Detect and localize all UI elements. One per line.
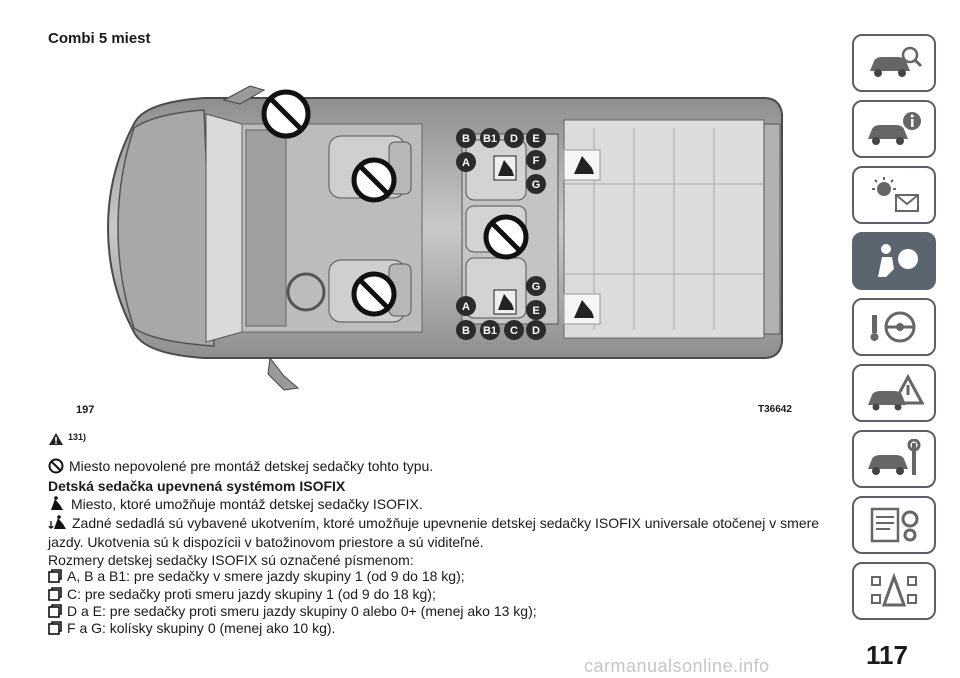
windshield	[206, 114, 242, 342]
tab-steering-key[interactable]	[852, 298, 936, 356]
hood	[118, 110, 214, 346]
seat-size-icon	[48, 604, 62, 618]
alphabetical-index-icon	[864, 571, 924, 611]
no-child-seat-sign-driver	[354, 274, 394, 314]
size-label-front-b	[456, 128, 476, 148]
warning-reference-number: 131)	[68, 432, 87, 442]
sizes-intro: Rozmery detskej sedačky ISOFIX sú označené písmenom:	[48, 552, 414, 568]
tab-car-warning[interactable]	[852, 364, 936, 422]
tab-car-search[interactable]	[852, 34, 936, 92]
car-info-icon	[864, 109, 924, 149]
prohibited-line	[48, 458, 433, 474]
size-label-rear-c	[504, 320, 524, 340]
list-item	[48, 568, 465, 584]
vehicle-seat-diagram	[74, 84, 814, 422]
svg-text:D: D	[532, 325, 540, 337]
svg-text:F: F	[532, 155, 540, 167]
size-label-front-e	[526, 128, 546, 148]
size-label-rear-b1	[480, 320, 500, 340]
svg-text:E: E	[532, 305, 540, 317]
car-search-icon	[864, 43, 924, 83]
dashboard	[246, 130, 286, 326]
size-label-rear-g	[526, 276, 546, 296]
anchor-seat-icon-top	[564, 150, 600, 180]
list-item-text: D a E: pre sedačky proti smeru jazdy skupiny 0 alebo 0+ (menej ako 13 kg);	[67, 603, 537, 619]
svg-text:A: A	[462, 301, 470, 313]
page-heading: Combi 5 miest	[48, 30, 151, 47]
isofix-allowed-line	[48, 496, 423, 512]
anchor-seat-icon-bottom	[564, 294, 600, 324]
page-number: 117	[866, 640, 908, 670]
seat-size-icon	[48, 569, 62, 583]
svg-text:C: C	[510, 325, 518, 337]
size-label-rear-b	[456, 320, 476, 340]
car-maintenance-icon	[864, 439, 924, 479]
svg-text:B: B	[462, 325, 470, 337]
warning-triangle-icon	[48, 432, 64, 446]
no-child-seat-sign-airbag	[264, 92, 308, 136]
figure-number: 197	[76, 404, 95, 416]
tab-technical-data[interactable]	[852, 496, 936, 554]
tab-alphabetical-index[interactable]	[852, 562, 936, 620]
rear-seats-paragraph	[48, 514, 828, 552]
isofix-subheading: Detská sedačka upevnená systémom ISOFIX	[48, 478, 346, 494]
list-item	[48, 603, 537, 619]
no-child-seat-sign-passenger	[354, 160, 394, 200]
technical-data-icon	[864, 505, 924, 545]
svg-text:B: B	[462, 133, 470, 145]
svg-text:B1: B1	[482, 133, 498, 145]
isofix-seat-icon-bottom	[494, 290, 516, 314]
steering-key-icon	[864, 307, 924, 347]
tab-dashboard-lights[interactable]	[852, 166, 936, 224]
list-item-text: F a G: kolísky skupiny 0 (menej ako 10 kg).	[67, 620, 336, 636]
size-label-front-d	[504, 128, 524, 148]
svg-text:G: G	[531, 281, 541, 293]
svg-text:G: G	[531, 179, 541, 191]
list-item	[48, 586, 436, 602]
list-item-text: C: pre sedačky proti smeru jazdy skupiny 1 (od 9 do 18 kg);	[67, 586, 436, 602]
svg-text:D: D	[510, 133, 518, 145]
size-label-rear-d	[526, 320, 546, 340]
rear-seats-text: Zadné sedadlá sú vybavené ukotvením, ktoré umožňuje upevnenie detskej sedačky ISOFIX universale otočenej v smere jazdy. Ukotvenia sú k dispozícii v batožinovom priestore a sú viditeľné.	[48, 515, 820, 550]
isofix-seat-icon-top	[494, 156, 516, 180]
tab-airbag-safety[interactable]	[852, 232, 936, 290]
svg-text:E: E	[532, 133, 540, 145]
warning-reference	[48, 432, 86, 446]
size-label-front-a	[456, 152, 476, 172]
seat-size-icon	[48, 621, 62, 635]
size-label-front-f	[526, 150, 546, 170]
rear-doors	[764, 124, 780, 334]
size-label-rear-a	[456, 296, 476, 316]
size-label-front-g	[526, 174, 546, 194]
seat-size-icon	[48, 587, 62, 601]
isofix-seat-icon	[48, 496, 66, 512]
isofix-allowed-text: Miesto, ktoré umožňuje montáž detskej sedačky ISOFIX.	[71, 496, 423, 512]
size-label-front-b1	[480, 128, 500, 148]
size-label-rear-e	[526, 300, 546, 320]
list-item-text: A, B a B1: pre sedačky v smere jazdy skupiny 1 (od 9 do 18 kg);	[67, 568, 465, 584]
airbag-safety-icon	[864, 241, 924, 281]
isofix-anchor-seat-icon	[48, 515, 68, 531]
car-warning-icon	[864, 373, 924, 413]
tab-car-maintenance[interactable]	[852, 430, 936, 488]
svg-text:B1: B1	[482, 325, 498, 337]
figure-code: T36642	[758, 404, 792, 415]
no-child-seat-sign-rear-center	[486, 217, 526, 257]
prohibited-text: Miesto nepovolené pre montáž detskej sedačky tohto typu.	[69, 458, 434, 474]
watermark: carmanualsonline.info	[584, 656, 770, 676]
dashboard-lights-icon	[864, 175, 924, 215]
prohibited-icon	[48, 458, 64, 474]
svg-text:A: A	[462, 157, 470, 169]
tab-car-info[interactable]	[852, 100, 936, 158]
list-item	[48, 620, 335, 636]
mirror-bottom	[268, 358, 298, 390]
